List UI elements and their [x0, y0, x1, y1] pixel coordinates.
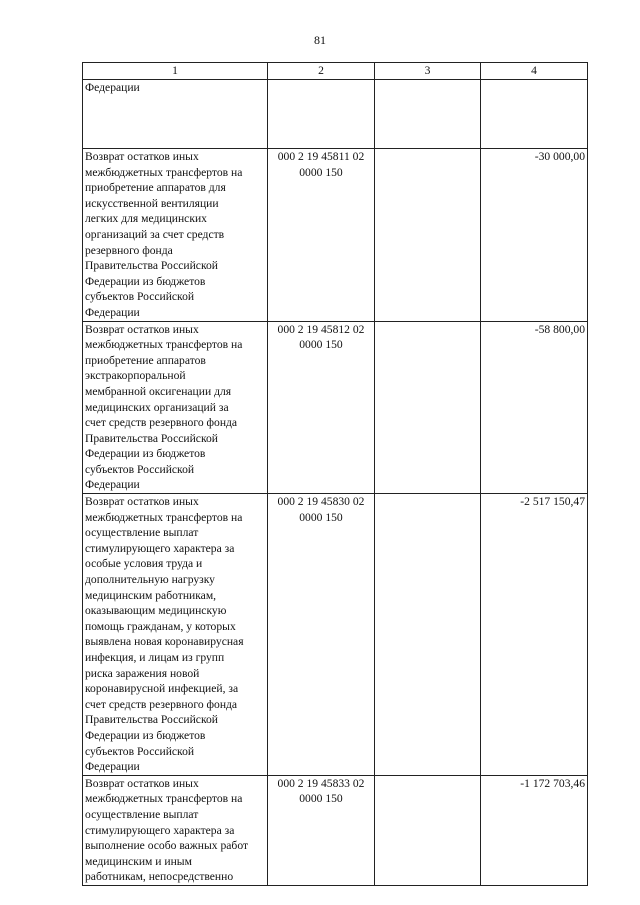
row-description: Федерации	[83, 80, 268, 149]
row-col3	[375, 494, 481, 776]
row-amount: -2 517 150,47	[481, 494, 588, 776]
table-row	[83, 494, 588, 776]
row-amount: -30 000,00	[481, 149, 588, 322]
row-budget-code: 000 2 19 45833 02 0000 150	[268, 775, 375, 885]
row-budget-code	[268, 80, 375, 149]
row-col3	[375, 149, 481, 322]
table-row	[83, 80, 588, 149]
column-header-3: 3	[375, 63, 481, 80]
row-description: Возврат остатков иных межбюджетных трансфертов на приобретение аппаратов для искусственной вентиляции легких для медицинских организаций за счет средств резервного фонда Правительства Российской Федерации из бюджетов субъектов Российской Федерации	[83, 149, 268, 322]
row-description: Возврат остатков иных межбюджетных трансфертов на приобретение аппаратов экстракорпоральной мембранной оксигенации для медицинских организаций за счет средств резервного фонда Правительства Российской Федерации из бюджетов субъектов Российской Федерации	[83, 321, 268, 494]
row-col3	[375, 775, 481, 885]
row-col3	[375, 80, 481, 149]
row-amount: -58 800,00	[481, 321, 588, 494]
row-amount	[481, 80, 588, 149]
table-row	[83, 321, 588, 494]
table-row	[83, 775, 588, 885]
row-description: Возврат остатков иных межбюджетных трансфертов на осуществление выплат стимулирующего характера за особые условия труда и дополнительную нагрузку медицинским работникам, оказывающим медицинскую помощь гражданам, у которых выявлена новая коронавирусная инфекция, и лицам из групп риска заражения новой коронавирусной инфекцией, за счет средств резервного фонда Правительства Российской Федерации из бюджетов субъектов Российской Федерации	[83, 494, 268, 776]
row-budget-code: 000 2 19 45811 02 0000 150	[268, 149, 375, 322]
column-header-1: 1	[83, 63, 268, 80]
column-header-4: 4	[481, 63, 588, 80]
page-number: 81	[314, 33, 326, 47]
column-header-2: 2	[268, 63, 375, 80]
budget-table	[82, 62, 588, 886]
row-description: Возврат остатков иных межбюджетных трансфертов на осуществление выплат стимулирующего характера за выполнение особо важных работ медицинским и иным работникам, непосредственно	[83, 775, 268, 885]
row-budget-code: 000 2 19 45812 02 0000 150	[268, 321, 375, 494]
row-amount: -1 172 703,46	[481, 775, 588, 885]
row-budget-code: 000 2 19 45830 02 0000 150	[268, 494, 375, 776]
table-row	[83, 149, 588, 322]
row-col3	[375, 321, 481, 494]
table-header-row	[83, 63, 588, 80]
